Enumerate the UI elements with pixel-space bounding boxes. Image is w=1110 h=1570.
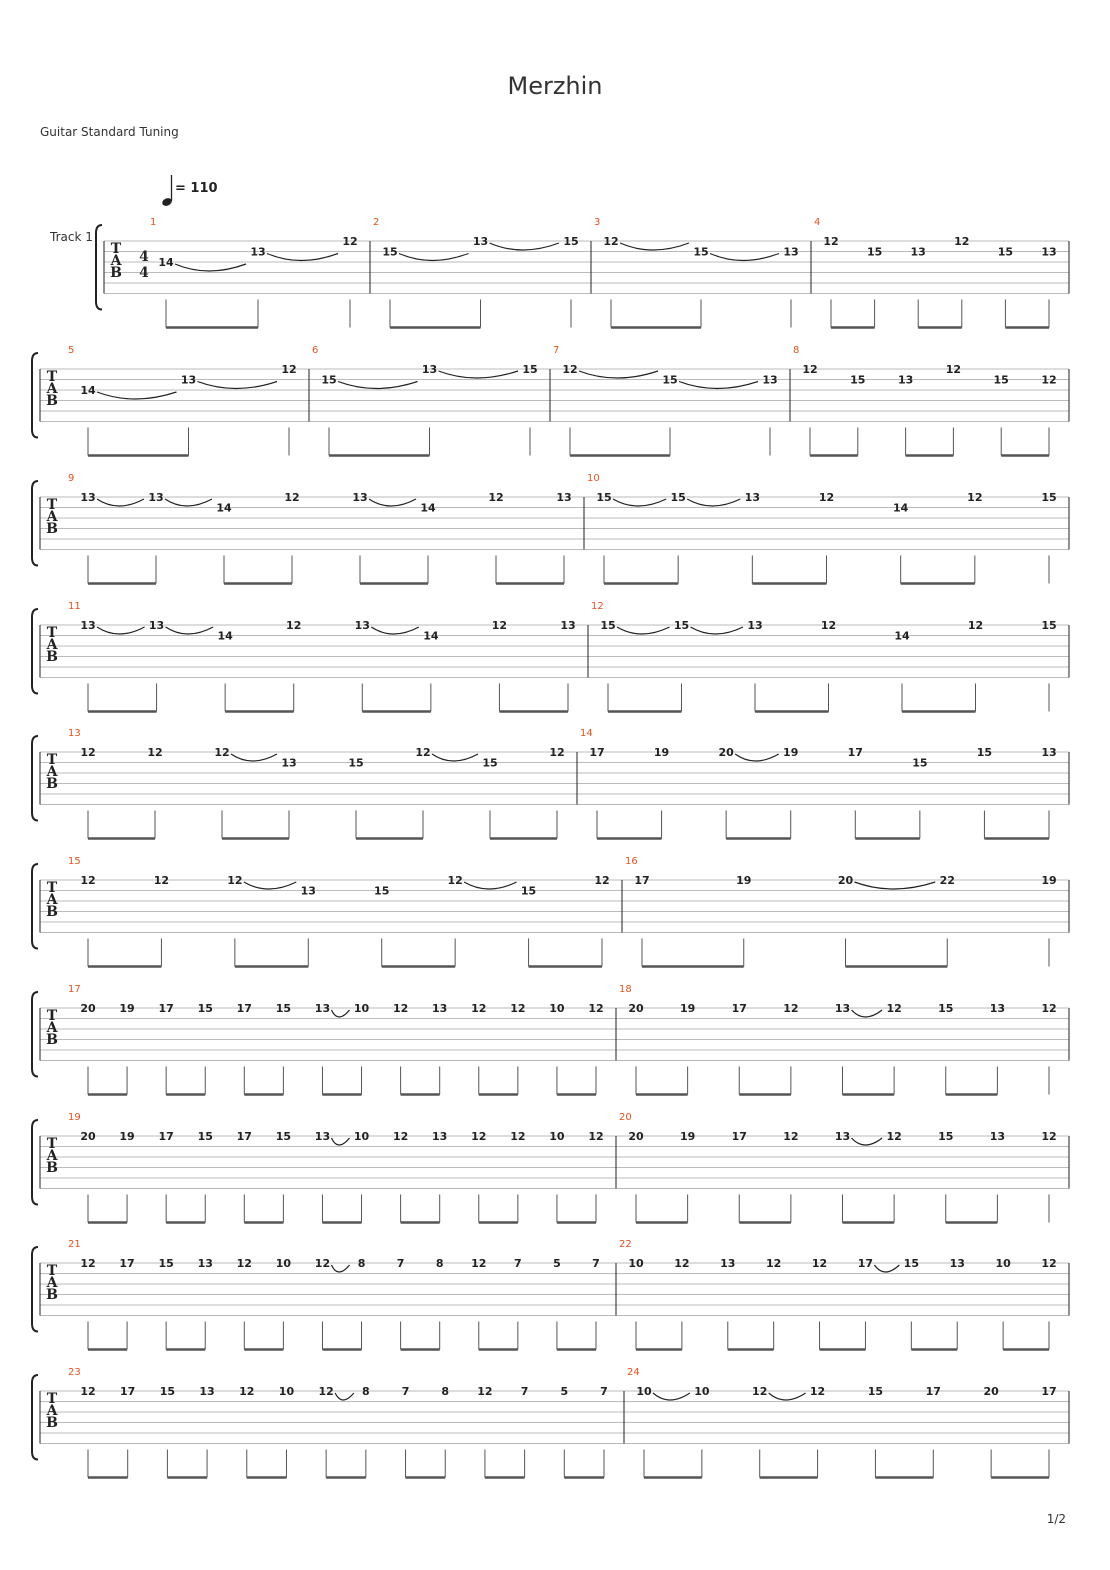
tab-clef-letter: A (46, 637, 58, 653)
tab-clef-letter: A (46, 1020, 58, 1036)
measure-number: 23 (68, 1367, 81, 1378)
fret-number: 13 (1041, 245, 1057, 259)
fret-number: 7 (401, 1385, 410, 1398)
fret-number: 17 (634, 874, 650, 887)
tie-arc (338, 382, 418, 389)
fret-number: 13 (472, 235, 489, 248)
measure-number: 20 (619, 1112, 632, 1123)
measure-number: 21 (68, 1239, 81, 1250)
fret-number: 14 (894, 629, 910, 643)
fret-number: 7 (520, 1385, 529, 1398)
fret-number: 19 (1041, 874, 1057, 887)
tab-clef-letter: T (46, 1391, 58, 1407)
fret-number: 12 (823, 235, 839, 248)
tie-arc (331, 1265, 349, 1272)
fret-number: 20 (628, 1130, 644, 1143)
fret-number: 15 (563, 235, 579, 248)
time-signature-digit: 4 (139, 265, 149, 281)
fret-number: 12 (281, 363, 297, 376)
fret-number: 12 (802, 363, 818, 376)
tab-clef-letter: A (46, 1148, 58, 1164)
fret-number: 10 (353, 1002, 370, 1015)
fret-number: 10 (278, 1385, 295, 1398)
tie-arc (464, 882, 516, 889)
fret-number: 17 (1041, 1385, 1057, 1398)
fret-number: 15 (693, 245, 709, 259)
fret-number: 15 (997, 245, 1014, 259)
fret-number: 15 (673, 619, 690, 632)
measure-number: 22 (619, 1239, 632, 1250)
fret-number: 12 (886, 1002, 902, 1015)
tab-clef-letter: A (46, 1403, 58, 1419)
fret-number: 15 (348, 756, 364, 770)
tab-clef-letter: B (46, 1160, 58, 1176)
tie-arc (97, 627, 145, 634)
fret-number: 13 (720, 1257, 736, 1270)
fret-number: 12 (488, 491, 504, 504)
fret-number: 7 (514, 1257, 522, 1270)
fret-number: 15 (976, 746, 993, 759)
fret-number: 12 (236, 1257, 252, 1270)
fret-number: 15 (197, 1002, 213, 1015)
tie-arc (735, 754, 779, 761)
fret-number: 19 (119, 1002, 135, 1015)
system-bracket (32, 1375, 38, 1460)
fret-number: 13 (199, 1385, 215, 1398)
fret-number: 15 (374, 884, 390, 898)
track-name: Track 1 (50, 230, 93, 244)
measure-number: 13 (68, 728, 81, 739)
measure-number: 14 (580, 728, 593, 739)
fret-number: 13 (762, 373, 778, 387)
fret-number: 12 (967, 619, 984, 632)
fret-number: 5 (560, 1385, 569, 1398)
measure-number: 2 (373, 217, 380, 228)
fret-number: 12 (286, 619, 302, 632)
tuning-label: Guitar Standard Tuning (40, 125, 179, 139)
fret-number: 17 (857, 1257, 874, 1270)
fret-number: 7 (592, 1257, 600, 1270)
fret-number: 12 (809, 1385, 826, 1398)
fret-number: 12 (342, 235, 358, 248)
fret-number: 12 (1041, 1257, 1057, 1270)
fret-number: 13 (834, 1002, 851, 1015)
fret-number: 8 (357, 1257, 366, 1270)
fret-number: 13 (783, 245, 799, 259)
tab-clef-letter: A (46, 892, 58, 908)
fret-number: 17 (119, 1257, 135, 1270)
fret-number: 15 (938, 1002, 954, 1015)
system-bracket (32, 864, 38, 949)
fret-number: 19 (679, 1130, 696, 1143)
fret-number: 13 (897, 373, 914, 387)
tie-arc (439, 371, 519, 378)
tie-arc (97, 392, 177, 399)
tie-arc (852, 1010, 883, 1017)
fret-number: 10 (549, 1130, 565, 1143)
tie-arc (244, 882, 296, 889)
tab-clef-letter: T (46, 1263, 58, 1279)
tab-clef-letter: T (46, 752, 58, 768)
tie-arc (653, 1393, 690, 1400)
fret-number: 12 (783, 1002, 799, 1015)
tab-clef-letter: A (46, 764, 58, 780)
tie-arc (874, 1265, 899, 1272)
fret-number: 12 (820, 619, 837, 632)
tab-clef-letter: T (46, 1008, 58, 1024)
fret-number: 14 (423, 629, 439, 643)
fret-number: 8 (362, 1385, 370, 1398)
fret-number: 12 (954, 235, 970, 248)
tab-clef-letter: T (46, 497, 58, 513)
fret-number: 12 (1041, 1002, 1057, 1015)
fret-number: 13 (556, 491, 572, 504)
fret-number: 14 (216, 501, 232, 515)
tie-arc (165, 499, 212, 506)
fret-number: 20 (718, 746, 734, 759)
fret-number: 12 (674, 1257, 690, 1270)
tie-arc (166, 627, 214, 634)
fret-number: 20 (80, 1002, 96, 1015)
fret-number: 14 (420, 501, 436, 515)
fret-number: 13 (834, 1130, 851, 1143)
tie-arc (198, 382, 278, 389)
time-signature-digit: 4 (139, 249, 149, 265)
tie-arc (231, 754, 277, 761)
tab-clef-letter: B (46, 904, 58, 920)
fret-number: 12 (967, 491, 983, 504)
tie-arc (335, 1393, 354, 1400)
fret-number: 12 (284, 491, 300, 504)
fret-number: 17 (236, 1002, 252, 1015)
fret-number: 12 (471, 1002, 487, 1015)
fret-number: 15 (382, 245, 398, 259)
tab-clef-letter: A (110, 253, 122, 269)
fret-number: 13 (80, 491, 96, 504)
fret-number: 13 (148, 619, 165, 632)
fret-number: 10 (628, 1257, 644, 1270)
fret-number: 17 (158, 1002, 174, 1015)
tie-arc (691, 627, 744, 634)
tie-arc (97, 499, 144, 506)
measure-number: 24 (627, 1367, 640, 1378)
fret-number: 10 (995, 1257, 1011, 1270)
tab-clef-letter: T (46, 1136, 58, 1152)
fret-number: 13 (180, 373, 197, 387)
fret-number: 15 (522, 363, 538, 376)
fret-number: 12 (477, 1385, 493, 1398)
fret-number: 15 (158, 1257, 174, 1270)
fret-number: 17 (236, 1130, 252, 1143)
measure-number: 16 (625, 856, 638, 867)
measure-number: 1 (150, 217, 157, 228)
fret-number: 12 (80, 1385, 96, 1398)
measure-number: 10 (587, 473, 600, 484)
fret-number: 7 (396, 1257, 405, 1270)
measure-number: 19 (68, 1112, 81, 1123)
fret-number: 15 (482, 756, 498, 770)
fret-number: 12 (945, 363, 962, 376)
fret-number: 13 (421, 363, 438, 376)
fret-number: 19 (653, 746, 670, 759)
measure-number: 8 (793, 345, 800, 356)
fret-number: 15 (321, 373, 337, 387)
fret-number: 19 (679, 1002, 696, 1015)
fret-number: 13 (949, 1257, 965, 1270)
fret-number: 20 (80, 1130, 96, 1143)
tie-arc (432, 754, 478, 761)
fret-number: 20 (628, 1002, 644, 1015)
fret-number: 12 (415, 746, 431, 759)
tie-arc (852, 1138, 883, 1145)
fret-number: 10 (694, 1385, 710, 1398)
tab-clef-letter: B (46, 1287, 58, 1303)
page-number: 1/2 (1046, 1512, 1066, 1526)
fret-number: 12 (227, 874, 243, 887)
fret-number: 13 (314, 1002, 331, 1015)
fret-number: 12 (491, 619, 508, 632)
fret-number: 12 (392, 1002, 409, 1015)
system-bracket (32, 992, 38, 1077)
fret-number: 12 (392, 1130, 409, 1143)
system-bracket (32, 353, 38, 438)
fret-number: 15 (867, 1385, 884, 1398)
tab-clef-letter: T (46, 369, 58, 385)
tie-arc (331, 1138, 349, 1145)
tab-clef-letter: A (46, 509, 58, 525)
tie-arc (769, 1393, 806, 1400)
fret-number: 12 (1041, 373, 1057, 387)
fret-number: 15 (903, 1257, 919, 1270)
tie-arc (620, 243, 689, 250)
tab-clef-letter: A (46, 1275, 58, 1291)
fret-number: 12 (783, 1130, 799, 1143)
measure-number: 18 (619, 984, 632, 995)
fret-number: 12 (811, 1257, 828, 1270)
fret-number: 15 (275, 1002, 292, 1015)
fret-number: 8 (441, 1385, 450, 1398)
fret-number: 14 (893, 501, 909, 515)
fret-number: 15 (159, 1385, 176, 1398)
fret-number: 12 (447, 874, 463, 887)
fret-number: 13 (989, 1130, 1006, 1143)
measure-number: 4 (814, 217, 821, 228)
fret-number: 5 (553, 1257, 561, 1270)
fret-number: 10 (275, 1257, 292, 1270)
measure-number: 17 (68, 984, 81, 995)
tie-arc (617, 627, 670, 634)
fret-number: 13 (80, 619, 96, 632)
fret-number: 14 (158, 256, 174, 269)
tie-arc (371, 627, 419, 634)
fret-number: 13 (148, 491, 164, 504)
fret-number: 12 (147, 746, 163, 759)
fret-number: 17 (925, 1385, 941, 1398)
fret-number: 12 (80, 1257, 96, 1270)
system-bracket (32, 1120, 38, 1205)
tie-arc (613, 499, 666, 506)
fret-number: 12 (80, 874, 96, 887)
fret-number: 8 (435, 1257, 444, 1270)
fret-number: 20 (837, 874, 854, 887)
fret-number: 13 (300, 884, 316, 898)
fret-number: 7 (600, 1385, 608, 1398)
fret-number: 10 (353, 1130, 370, 1143)
fret-number: 12 (510, 1002, 526, 1015)
fret-number: 13 (354, 619, 370, 632)
fret-number: 15 (596, 491, 612, 504)
tab-clef-letter: B (46, 521, 58, 537)
fret-number: 13 (432, 1002, 448, 1015)
fret-number: 13 (352, 491, 368, 504)
fret-number: 12 (603, 235, 619, 248)
tempo-value: = 110 (175, 181, 218, 196)
tie-arc (490, 243, 560, 250)
fret-number: 15 (275, 1130, 292, 1143)
fret-number: 17 (589, 746, 605, 759)
system-bracket (32, 736, 38, 821)
system-bracket (96, 225, 102, 310)
measure-number: 5 (68, 345, 75, 356)
fret-number: 13 (560, 619, 576, 632)
fret-number: 12 (471, 1257, 487, 1270)
fret-number: 12 (594, 874, 610, 887)
fret-number: 15 (1041, 619, 1057, 632)
tab-clef-letter: B (46, 393, 58, 409)
fret-number: 12 (886, 1130, 902, 1143)
tab-clef-letter: T (46, 880, 58, 896)
fret-number: 15 (520, 884, 537, 898)
system-bracket (32, 481, 38, 566)
fret-number: 15 (197, 1130, 213, 1143)
fret-number: 17 (731, 1130, 747, 1143)
tab-clef-letter: B (46, 1415, 58, 1431)
fret-number: 12 (318, 1385, 334, 1398)
fret-number: 13 (281, 756, 297, 770)
fret-number: 10 (636, 1385, 652, 1398)
fret-number: 15 (866, 245, 883, 259)
fret-number: 20 (983, 1385, 999, 1398)
tie-arc (679, 382, 758, 389)
fret-number: 17 (847, 746, 863, 759)
fret-number: 13 (744, 491, 760, 504)
tie-arc (267, 254, 338, 261)
tab-clef-letter: T (46, 625, 58, 641)
measure-number: 3 (594, 217, 601, 228)
tie-arc (369, 499, 416, 506)
fret-number: 13 (432, 1130, 448, 1143)
fret-number: 13 (314, 1130, 331, 1143)
fret-number: 13 (197, 1257, 213, 1270)
tab-clef-letter: B (46, 649, 58, 665)
tab-clef-letter: B (46, 1032, 58, 1048)
fret-number: 12 (214, 746, 230, 759)
tab-clef-letter: B (46, 776, 58, 792)
fret-number: 12 (766, 1257, 782, 1270)
fret-number: 17 (731, 1002, 747, 1015)
fret-number: 12 (818, 491, 835, 504)
fret-number: 13 (1041, 746, 1057, 759)
fret-number: 15 (662, 373, 678, 387)
fret-number: 19 (783, 746, 799, 759)
tie-arc (331, 1010, 349, 1017)
fret-number: 15 (600, 619, 616, 632)
fret-number: 12 (239, 1385, 255, 1398)
tab-clef-letter: A (46, 381, 58, 397)
fret-number: 15 (670, 491, 686, 504)
tie-arc (710, 254, 779, 261)
fret-number: 14 (80, 384, 96, 397)
fret-number: 13 (910, 245, 926, 259)
tie-arc (855, 882, 936, 889)
fret-number: 19 (736, 874, 752, 887)
measure-number: 15 (68, 856, 81, 867)
song-title: Merzhin (507, 72, 603, 100)
measure-number: 11 (68, 601, 81, 612)
fret-number: 12 (471, 1130, 487, 1143)
fret-number: 12 (510, 1130, 526, 1143)
measure-number: 12 (591, 601, 604, 612)
tie-arc (175, 264, 246, 271)
fret-number: 15 (938, 1130, 954, 1143)
fret-number: 12 (752, 1385, 768, 1398)
fret-number: 12 (80, 746, 96, 759)
fret-number: 12 (549, 746, 565, 759)
fret-number: 15 (993, 373, 1009, 387)
fret-number: 19 (119, 1130, 135, 1143)
fret-number: 12 (562, 363, 578, 376)
fret-number: 17 (158, 1130, 174, 1143)
fret-number: 12 (153, 874, 170, 887)
fret-number: 15 (912, 756, 928, 770)
fret-number: 13 (250, 245, 266, 259)
tie-arc (687, 499, 740, 506)
tab-clef-letter: B (110, 265, 122, 281)
system-bracket (32, 1247, 38, 1332)
fret-number: 12 (314, 1257, 331, 1270)
fret-number: 12 (588, 1130, 604, 1143)
measure-number: 7 (553, 345, 560, 356)
tie-arc (399, 254, 469, 261)
tab-clef-letter: T (110, 241, 122, 257)
fret-number: 15 (1041, 491, 1057, 504)
measure-number: 9 (68, 473, 75, 484)
system-bracket (32, 609, 38, 694)
fret-number: 17 (120, 1385, 136, 1398)
fret-number: 13 (747, 619, 763, 632)
fret-number: 14 (217, 629, 233, 643)
tie-arc (579, 371, 658, 378)
fret-number: 15 (850, 373, 866, 387)
measure-number: 6 (312, 345, 319, 356)
fret-number: 12 (588, 1002, 604, 1015)
fret-number: 12 (1041, 1130, 1057, 1143)
fret-number: 13 (989, 1002, 1006, 1015)
fret-number: 22 (939, 874, 955, 887)
fret-number: 10 (549, 1002, 565, 1015)
